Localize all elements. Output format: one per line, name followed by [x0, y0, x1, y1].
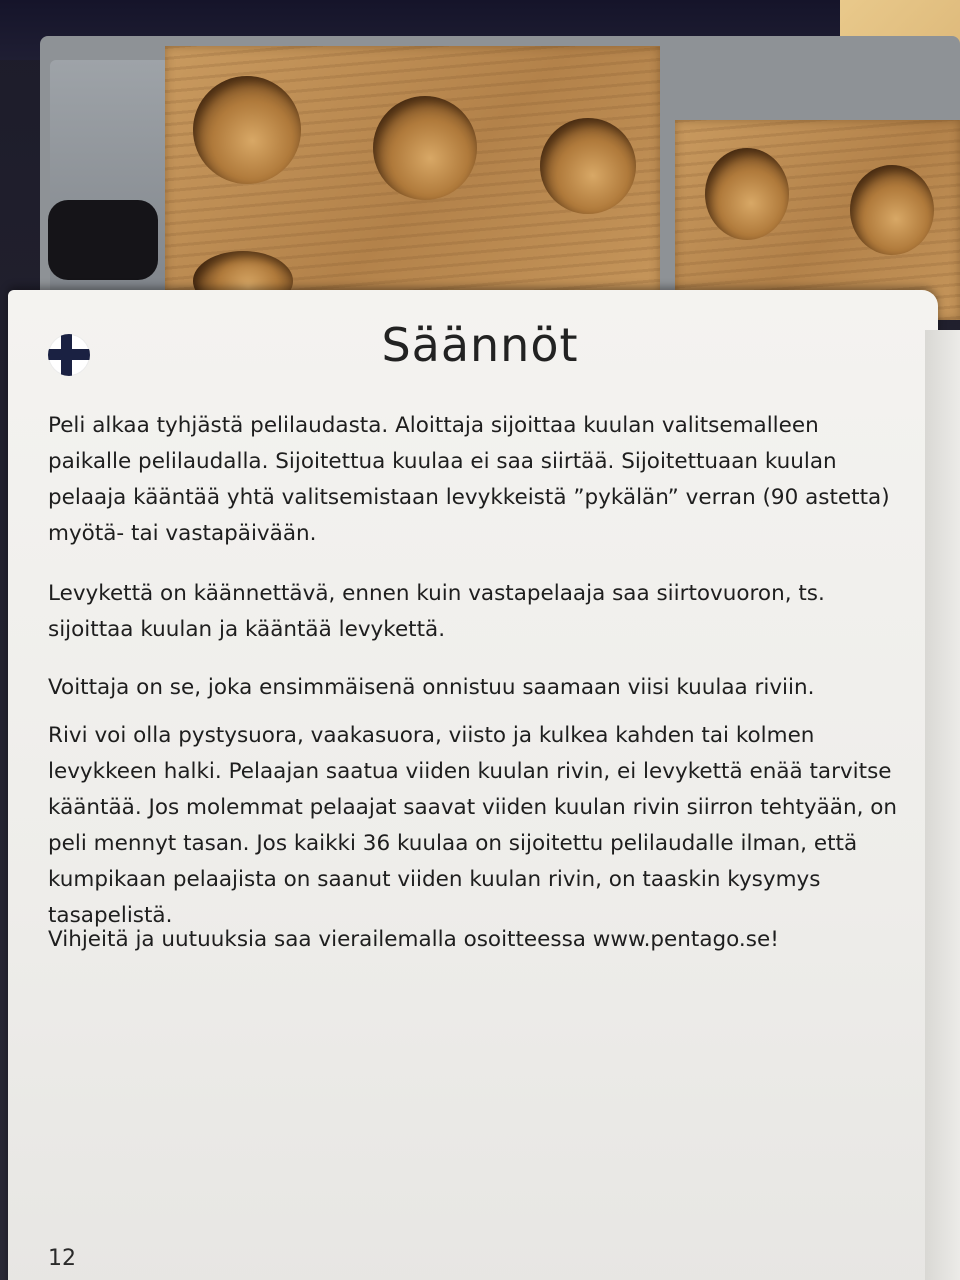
marble-hole [193, 76, 301, 184]
rules-paragraph-tips: Vihjeitä ja uutuuksia saa vierailemalla osoitteessa www.pentago.se! [48, 927, 779, 952]
marble-hole [850, 165, 934, 255]
rules-paragraph-rows: Rivi voi olla pystysuora, vaakasuora, viisto ja kulkea kahden tai kolmen levykkeen halki. Pelaajan saatua viiden kuulan rivin, ei levykettä enää tarvitse kääntää. Jos molemmat pelaajat saavat viiden kuulan rivin siirron tehtyään, on peli mennyt tasan. Jos kaikki 36 kuulaa on sijoitettu pelilaudalle ilman, että kumpikaan pelaajista on saanut viiden kuulan rivin, on taaskin kysymys tasapelistä. [48, 723, 898, 928]
rules-paragraph-start: Peli alkaa tyhjästä pelilaudasta. Aloittaja sijoittaa kuulan valitsemalleen paikalle pelilaudalla. Sijoitettua kuulaa ei saa siirtää. Sijoitettuaan kuulan pelaaja kääntää yhtä valitsemistaan levykkeistä ”pykälän” verran (90 astetta) myötä- tai vastapäivään. [48, 413, 890, 546]
page-number: 12 [48, 1246, 76, 1271]
rules-paragraph-turn: Levykettä on käännettävä, ennen kuin vastapelaaja saa siirtovuoron, ts. sijoittaa kuulan ja kääntää levykettä. [48, 581, 825, 642]
rulebook-next-page-edge [925, 330, 960, 1280]
marble-hole [540, 118, 636, 214]
marble-hole [373, 96, 477, 200]
black-pouch [48, 200, 158, 280]
wooden-game-board-left [165, 46, 660, 296]
page-title: Säännöt [381, 318, 579, 372]
rules-paragraph-winner: Voittaja on se, joka ensimmäisenä onnistuu saamaan viisi kuulaa riviin. [48, 675, 815, 700]
marble-hole [705, 148, 789, 240]
